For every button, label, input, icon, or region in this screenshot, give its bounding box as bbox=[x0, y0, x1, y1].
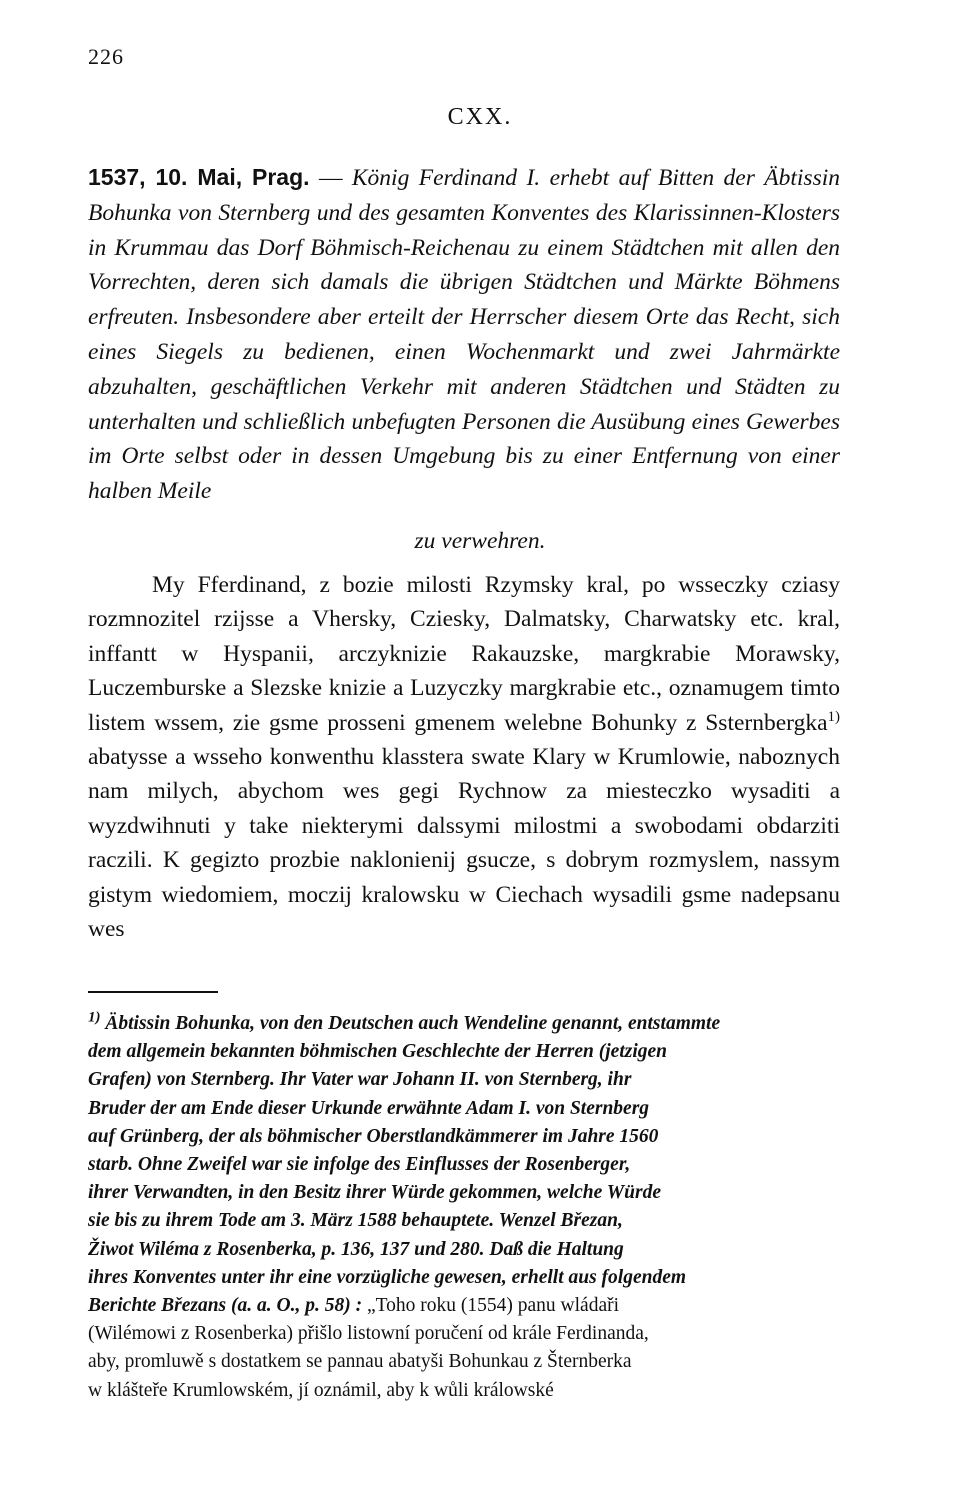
footnote-line bbox=[88, 1010, 840, 1038]
footnote-reference: 1) bbox=[827, 708, 840, 725]
dateline-dash: — bbox=[309, 165, 352, 191]
footnote-line: auf Grünberg, der als böhmischer Oberstlandkämmerer im Jahre 1560 bbox=[88, 1125, 659, 1147]
footnote-line-text: Äbtissin Bohunka, von den Deutschen auch Wendeline genannt, entstammte bbox=[105, 1013, 721, 1034]
footnote-line: Žiwot Wilémа z Rosenberka, p. 136, 137 und 280. Daß die Haltung bbox=[88, 1238, 624, 1260]
footnote-citation: Berichte Březans (a. a. O., p. 58) : bbox=[88, 1295, 367, 1317]
document-number-heading: CXX. bbox=[447, 104, 513, 130]
footnote-line: aby, promluwě s dostatkem se pannau abatyši Bohunkau z Šternberka bbox=[88, 1351, 632, 1373]
charter-text-part-1: My Fferdinand, z bozie milosti Rzymsky kral, po wsseczky cziasy rozmnozitel rzijsse a Vhersky, Cziesky, Dalmatsky, Charwatsky etc. kral, inffantt w Hyspanii, arczyknizie Rakauzske, margkrabie Morawsky, Luczemburske a Slezske knizie a Luzyczky margkrabie etc., oznamugem timto listem wssem, zie gsme prosseni gmenem welebne Bohunky z Ssternbergka bbox=[88, 572, 840, 736]
footnote-quote-start: „Toho roku (1554) panu wládaři bbox=[366, 1295, 620, 1317]
summary-text: König Ferdinand I. erhebt auf Bitten der Äbtissin Bohunka von Sternberg und des gesamten Konventes des Klarissinnen-Klosters in Krummau das Dorf Böhmisch-Reichenau zu einem Städtchen mit allen den Vorrechten, deren sich damals die übrigen Städtchen und Märkte Böhmens erfreuten. Insbesondere aber erteilt der Herrscher diesem Orte das Recht, sich eines Siegels zu bedienen, einen Wochenmarkt und zwei Jahrmärkte abzuhalten, geschäftlichen Verkehr mit anderen Städtchen und Städten zu unterhalten und schließlich unbefugten Personen die Ausübung eines Gewerbes im Orte selbst oder in dessen Umgebung bis zu einer Entfernung von einer halben Meile bbox=[88, 165, 841, 505]
footnote-line: Grafen) von Sternberg. Ihr Vater war Johann II. von Sternberg, ihr bbox=[88, 1069, 632, 1091]
regest-summary bbox=[88, 160, 840, 509]
footnote-line: starb. Ohne Zweifel war sie infolge des Einflusses der Rosenberger, bbox=[88, 1154, 631, 1176]
footnote-line: sie bis zu ihrem Tode am 3. März 1588 behauptete. Wenzel Březan, bbox=[88, 1210, 623, 1232]
footnote-line: (Wilémowi z Rosenberka) přišlo listowní poručení od krále Ferdinanda, bbox=[88, 1323, 649, 1345]
footnote-line: w klášteře Krumlowském, jí oznámil, aby k wůli králowské bbox=[88, 1379, 554, 1401]
footnote-line: ihres Konventes unter ihr eine vorzügliche gewesen, erhellt aus folgendem bbox=[88, 1266, 687, 1288]
charter-text bbox=[88, 568, 840, 946]
footnote-line: ihrer Verwandten, in den Besitz ihrer Würde gekommen, welche Würde bbox=[88, 1182, 661, 1204]
footnote-line bbox=[88, 1292, 840, 1320]
summary-end: zu verwehren. bbox=[414, 528, 546, 554]
charter-text-part-2: abatysse a wsseho konwenthu klasstera swate Klary w Krumlowie, naboznych nam milych, abychom wes gegi Rychnow za miesteczko wysaditi a wyzdwihnuti y take niekterymi dalssymi milostmi a swobodami obdarziti raczili. K gegizto prozbie naklonienij gsucze, s dobrym rozmyslem, nassym gistym wiedomiem, moczij kralowsku w Ciechach wysadili gsme nadepsanu wes bbox=[88, 744, 840, 943]
footnote-line: dem allgemein bekannten böhmischen Geschlechte der Herren (jetzigen bbox=[88, 1041, 668, 1063]
footnote-line: Bruder der am Ende dieser Urkunde erwähnte Adam I. von Sternberg bbox=[88, 1097, 650, 1119]
dateline: 1537, 10. Mai, Prag. bbox=[88, 164, 310, 190]
footnote-marker: 1) bbox=[88, 1009, 101, 1026]
footnote bbox=[88, 1010, 840, 1405]
footnote-divider bbox=[88, 991, 218, 993]
page-number: 226 bbox=[88, 44, 124, 69]
